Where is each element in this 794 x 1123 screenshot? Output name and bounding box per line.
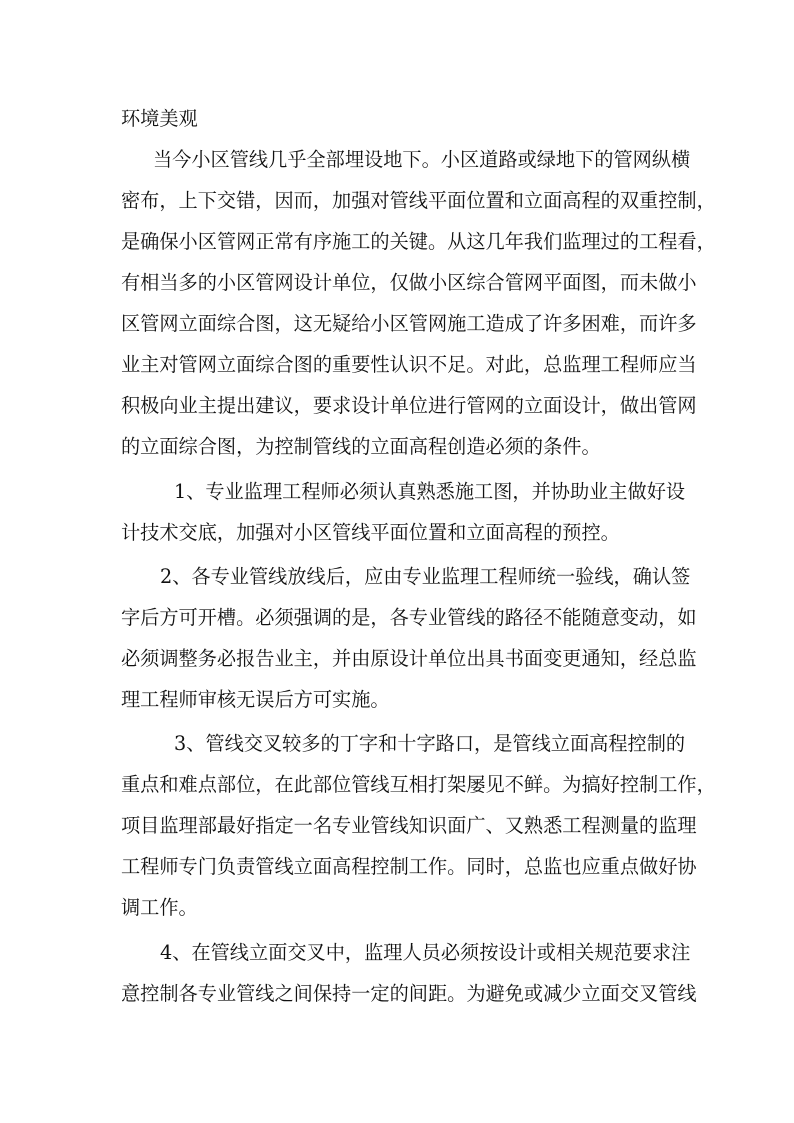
document-heading: 环境美观	[121, 107, 198, 130]
paragraph-line: 是确保小区管网正常有序施工的关键。从这几年我们监理过的工程看，	[121, 230, 716, 253]
paragraph-line: 计技术交底，加强对小区管线平面位置和立面高程的预控。	[121, 521, 620, 544]
paragraph-line: 项目监理部最好指定一名专业管线知识面广、又熟悉工程测量的监理	[121, 814, 697, 837]
paragraph-line: 调工作。	[121, 896, 198, 919]
paragraph-line: 密布，上下交错，因而，加强对管线平面位置和立面高程的双重控制，	[121, 189, 716, 212]
paragraph-line: 区管网立面综合图，这无疑给小区管网施工造成了许多困难，而许多	[121, 312, 697, 335]
paragraph-line: 工程师专门负责管线立面高程控制工作。同时，总监也应重点做好协	[121, 855, 697, 878]
paragraph-line: 必须调整务必报告业主，并由原设计单位出具书面变更通知，经总监	[121, 647, 697, 670]
paragraph-line: 业主对管网立面综合图的重要性认识不足。对此，总监理工程师应当	[121, 353, 697, 376]
paragraph-line: 2、各专业管线放线后，应由专业监理工程师统一验线，确认签	[160, 565, 691, 588]
paragraph-line: 的立面综合图，为控制管线的立面高程创造必须的条件。	[121, 435, 601, 458]
paragraph-line: 3、管线交叉较多的丁字和十字路口，是管线立面高程控制的	[174, 732, 686, 755]
paragraph-line: 有相当多的小区管网设计单位，仅做小区综合管网平面图，而未做小	[121, 271, 697, 294]
paragraph-line: 理工程师审核无误后方可实施。	[121, 688, 390, 711]
paragraph-line: 字后方可开槽。必须强调的是，各专业管线的路径不能随意变动，如	[121, 606, 697, 629]
paragraph-line: 积极向业主提出建议，要求设计单位进行管网的立面设计，做出管网	[121, 394, 697, 417]
paragraph-line: 重点和难点部位，在此部位管线互相打架屡见不鲜。为搞好控制工作，	[121, 773, 716, 796]
paragraph-line: 当今小区管线几乎全部埋设地下。小区道路或绿地下的管网纵横	[153, 148, 691, 171]
paragraph-line: 4、在管线立面交叉中，监理人员必须按设计或相关规范要求注	[160, 941, 691, 964]
paragraph-line: 意控制各专业管线之间保持一定的间距。为避免或减少立面交叉管线	[121, 982, 697, 1005]
paragraph-line: 1、专业监理工程师必须认真熟悉施工图，并协助业主做好设	[174, 480, 686, 503]
